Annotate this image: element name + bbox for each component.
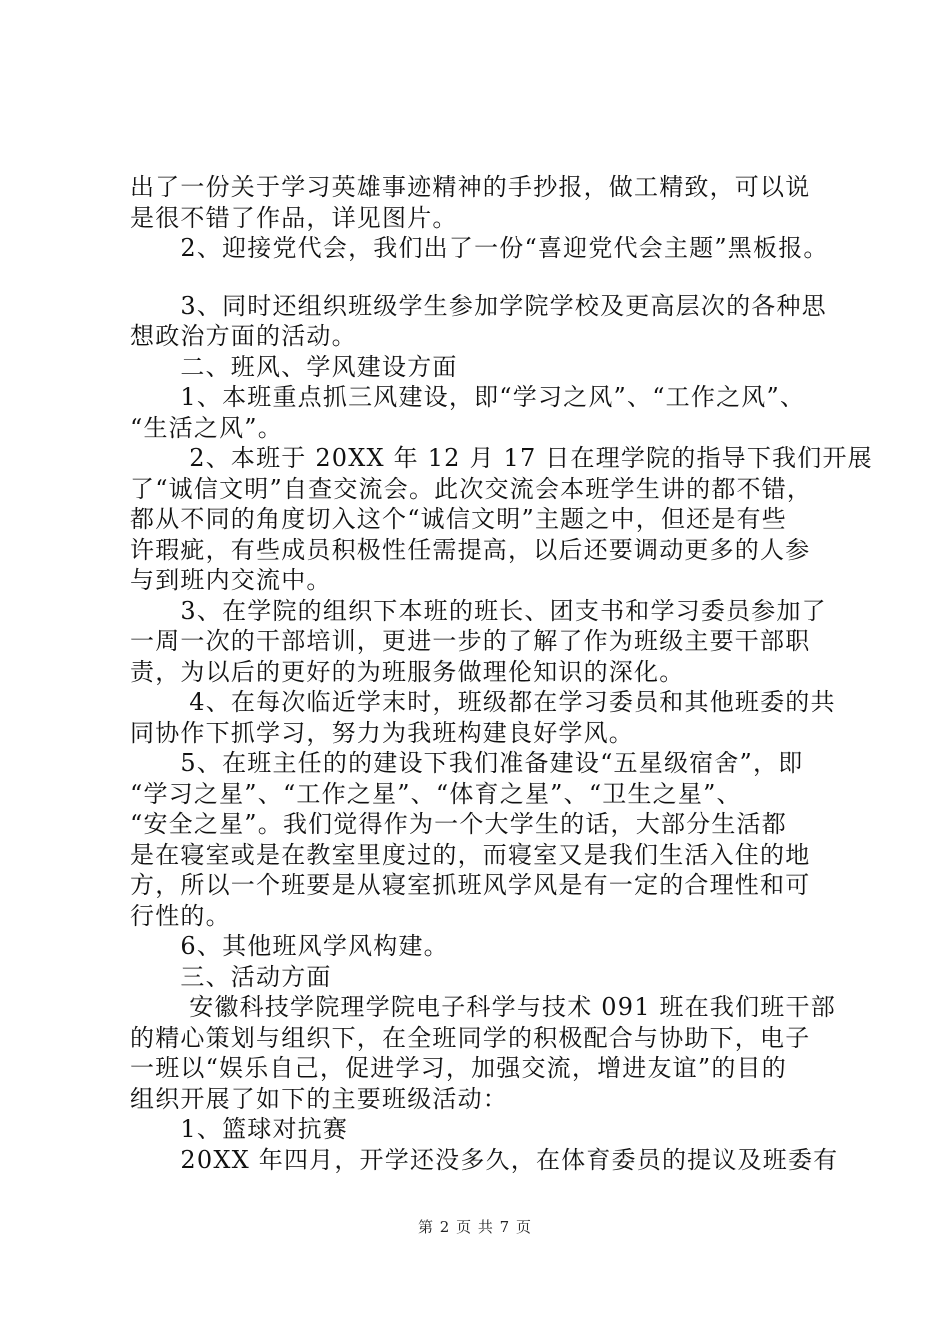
text-line: 的精心策划与组织下，在全班同学的积极配合与协助下，电子 (130, 1023, 811, 1052)
text-line: 同协作下抓学习，努力为我班构建良好学风。 (130, 718, 634, 747)
section-heading: 三、活动方面 (130, 962, 332, 991)
text-line: 行性的。 (130, 901, 231, 930)
text-line: 方，所以一个班要是从寝室抓班风学风是有一定的合理性和可 (130, 871, 811, 899)
text-line: 与到班内交流中。 (130, 566, 332, 594)
text-line: 3、在学院的组织下本班的班长、团支书和学习委员参加了 (130, 596, 827, 625)
text-line: 是在寝室或是在教室里度过的，而寝室又是我们生活入住的地 (130, 840, 811, 869)
text-line: 6、其他班风学风构建。 (130, 932, 449, 960)
text-line: “学习之星”、“工作之星”、“体育之星”、“卫生之星”、 (130, 779, 742, 808)
text-line: 一班以“娱乐自己，促进学习，加强交流，增进友谊”的目的 (130, 1054, 787, 1082)
text-line: 1、本班重点抓三风建设，即“学习之风”、“工作之风”、 (130, 383, 806, 411)
text-line: 2、本班于 20XX 年 12 月 17 日在理学院的指导下我们开展 (130, 444, 873, 472)
text-line: 出了一份关于学习英雄事迹精神的手抄报，做工精致，可以说 (130, 173, 811, 201)
text-line: 2、迎接党代会，我们出了一份“喜迎党代会主题”黑板报。 (130, 234, 829, 262)
text-line: 组织开展了如下的主要班级活动： (130, 1084, 508, 1113)
text-line: 4、在每次临近学末时，班级都在学习委员和其他班委的共 (130, 688, 836, 716)
document-body (130, 172, 873, 1175)
text-line: 了“诚信文明”自查交流会。此次交流会本班学生讲的都不错， (130, 474, 813, 503)
text-line: 3、同时还组织班级学生参加学院学校及更高层次的各种思 (130, 291, 827, 320)
text-line: “安全之星”。我们觉得作为一个大学生的话，大部分生活都 (130, 810, 787, 838)
text-line: “生活之风”。 (130, 413, 283, 442)
text-line: 安徽科技学院理学院电子科学与技术 091 班在我们班干部 (130, 993, 836, 1021)
text-line: 是很不错了作品，详见图片。 (130, 203, 458, 232)
text-line: 许瑕疵，有些成员积极性任需提高，以后还要调动更多的人参 (130, 535, 811, 564)
text-line: 责，为以后的更好的为班服务做理伦知识的深化。 (130, 657, 685, 686)
page-number-footer: 第 2 页 共 7 页 (418, 1218, 532, 1236)
text-line: 都从不同的角度切入这个“诚信文明”主题之中，但还是有些 (130, 505, 787, 533)
section-heading: 二、班风、学风建设方面 (130, 352, 458, 381)
text-line: 20XX 年四月，开学还没多久，在体育委员的提议及班委有 (130, 1145, 839, 1174)
text-line: 一周一次的干部培训，更进一步的了解了作为班级主要干部职 (130, 627, 811, 655)
paragraph-gap (130, 264, 850, 291)
subsection-heading: 1、篮球对抗赛 (130, 1115, 349, 1143)
text-line: 想政治方面的活动。 (130, 322, 357, 350)
text-line: 5、在班主任的的建设下我们准备建设“五星级宿舍”，即 (130, 749, 804, 777)
